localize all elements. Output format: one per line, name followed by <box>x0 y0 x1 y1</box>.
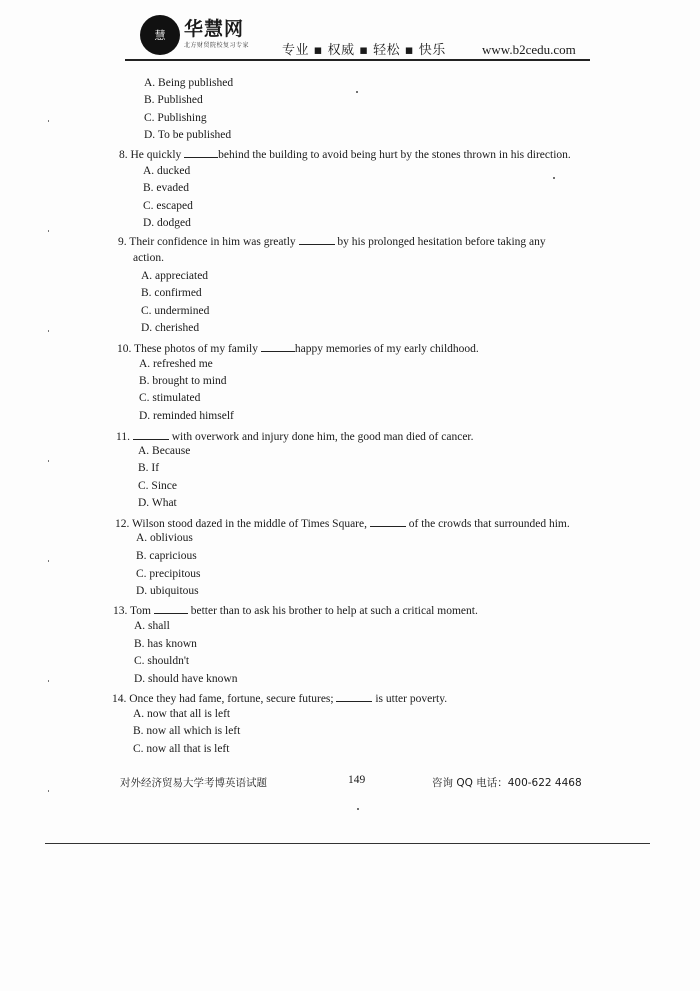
margin-dot <box>48 460 49 462</box>
header-divider <box>125 59 590 61</box>
q14-blank <box>336 691 372 702</box>
q8-option-d: D. dodged <box>143 217 191 229</box>
q13-stem-start: 13. Tom <box>113 605 154 617</box>
q14-option-a: A. now that all is left <box>133 708 231 720</box>
q11-option-b: B. If <box>138 462 160 474</box>
q13-option-a: A. shall <box>134 620 170 632</box>
q12-option-a: A. oblivious <box>136 532 193 544</box>
margin-dot <box>48 680 49 682</box>
margin-dot <box>48 790 49 792</box>
page-number: 149 <box>348 774 366 786</box>
q14-stem <box>112 691 447 706</box>
bottom-divider <box>45 843 650 844</box>
q14-stem-start: 14. Once they had fame, fortune, secure futures; <box>112 693 337 705</box>
q13-stem <box>113 603 478 618</box>
q14-stem-end: is utter poverty. <box>372 693 448 705</box>
q12-option-c: C. precipitous <box>136 568 201 580</box>
margin-dot <box>48 330 49 332</box>
brand-logo-icon <box>140 15 180 55</box>
q11-blank <box>133 429 169 440</box>
footer-contact: 咨询 QQ 电话：400-622 4468 <box>432 777 582 789</box>
scan-speck <box>357 808 359 810</box>
q10-option-a: A. refreshed me <box>139 358 213 370</box>
q12-option-b: B. capricious <box>136 550 197 562</box>
margin-dot <box>48 560 49 562</box>
q8-option-c: C. escaped <box>143 200 193 212</box>
q9-option-b: B. confirmed <box>141 287 202 299</box>
q8-stem-start: 8. He quickly <box>119 149 185 161</box>
q10-option-c: C. stimulated <box>139 392 201 404</box>
q9-stem-end: by his prolonged hesitation before taking any <box>334 236 546 248</box>
brand-name: 华慧网 <box>184 18 245 40</box>
q9-option-a: A. appreciated <box>141 270 209 282</box>
q12-stem <box>115 516 570 531</box>
q12-stem-start: 12. Wilson stood dazed in the middle of Times Square, <box>115 518 370 530</box>
q10-option-d: D. reminded himself <box>139 410 234 422</box>
footer-exam-title: 对外经济贸易大学考博英语试题 <box>120 777 267 789</box>
q13-option-d: D. should have known <box>134 673 238 685</box>
q9-stem-continued: action. <box>133 252 164 264</box>
q10-stem-start: 10. These photos of my family <box>117 343 261 355</box>
q7-option-a: A. Being published <box>144 77 234 89</box>
q8-blank <box>184 147 218 158</box>
header-slogan: 专业 ▪ 权威 ▪ 轻松 ▪ 快乐 <box>282 43 446 58</box>
q10-stem <box>117 341 479 356</box>
q8-stem <box>119 147 571 162</box>
q11-stem-start: 11. <box>116 431 133 443</box>
scan-speck <box>356 91 358 93</box>
q10-option-b: B. brought to mind <box>139 375 227 387</box>
q7-option-c: C. Publishing <box>144 112 207 124</box>
q7-option-d: D. To be published <box>144 129 232 141</box>
q11-stem-end: with overwork and injury done him, the good man died of cancer. <box>168 431 474 443</box>
q13-stem-end: better than to ask his brother to help at such a critical moment. <box>187 605 478 617</box>
q13-blank <box>154 603 188 614</box>
q14-option-b: B. now all which is left <box>133 725 241 737</box>
logo-glyph: 慧 <box>154 28 166 42</box>
q12-blank <box>370 516 406 527</box>
margin-dot <box>48 120 49 122</box>
q8-option-b: B. evaded <box>143 182 189 194</box>
q11-stem <box>116 429 474 444</box>
q9-stem <box>118 234 546 249</box>
q11-option-c: C. Since <box>138 480 177 492</box>
q9-option-d: D. cherished <box>141 322 200 334</box>
q8-option-a: A. ducked <box>143 165 191 177</box>
q13-option-c: C. shouldn't <box>134 655 190 667</box>
q9-blank <box>299 234 335 245</box>
q9-stem-start: 9. Their confidence in him was greatly <box>118 236 299 248</box>
q12-stem-end: of the crowds that surrounded him. <box>405 518 570 530</box>
q8-stem-end: behind the building to avoid being hurt by the stones thrown in his direction. <box>218 149 571 161</box>
q13-option-b: B. has known <box>134 638 197 650</box>
q7-option-b: B. Published <box>144 94 203 106</box>
scan-speck <box>553 177 555 179</box>
q9-option-c: C. undermined <box>141 305 210 317</box>
site-url: www.b2cedu.com <box>482 42 576 57</box>
margin-dot <box>48 230 49 232</box>
brand-tagline: 北方财贸院校复习专家 <box>184 42 250 49</box>
q14-option-c: C. now all that is left <box>133 743 230 755</box>
q12-option-d: D. ubiquitous <box>136 585 199 597</box>
q11-option-d: D. What <box>138 497 177 509</box>
q10-stem-end: happy memories of my early childhood. <box>294 343 479 355</box>
q10-blank <box>261 341 295 352</box>
q11-option-a: A. Because <box>138 445 191 457</box>
